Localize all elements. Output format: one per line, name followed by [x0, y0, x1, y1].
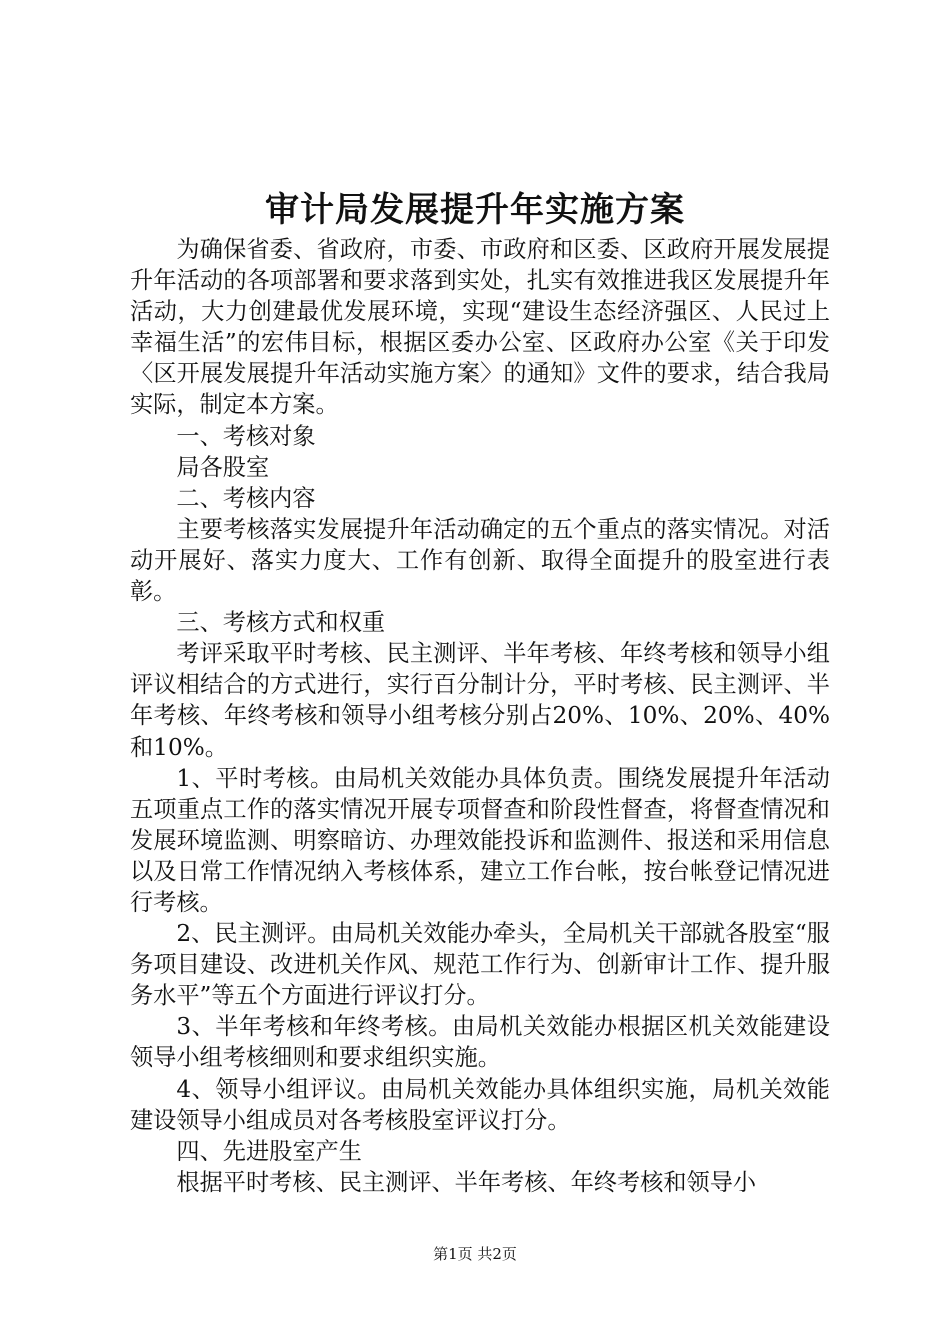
section-2-text: 主要考核落实发展提升年活动确定的五个重点的落实情况。对活动开展好、落实力度大、工作有创新、取得全面提升的股室进行表彰。: [130, 515, 830, 606]
section-heading-4: 四、先进股室产生: [176, 1137, 362, 1165]
section-4-text: 根据平时考核、民主测评、半年考核、年终考核和领导小: [176, 1168, 757, 1196]
document-body: [130, 234, 830, 1198]
item-2-paragraph: 2、民主测评。由局机关效能办牵头，全局机关干部就各股室“服务项目建设、改进机关作风、规范工作行为、创新审计工作、提升服务水平”等五个方面进行评议打分。: [130, 920, 830, 1010]
item-1-paragraph: 1、平时考核。由局机关效能办具体负责。围绕发展提升年活动五项重点工作的落实情况开展专项督查和阶段性督查，将督查情况和发展环境监测、明察暗访、办理效能投诉和监测件、报送和采用信息以及日常工作情况纳入考核体系，建立工作台帐，按台帐登记情况进行考核。: [130, 764, 830, 916]
section-3-text: 考评采取平时考核、民主测评、半年考核、年终考核和领导小组评议相结合的方式进行，实行百分制计分，平时考核、民主测评、半年考核、年终考核和领导小组考核分别占20%、10%、20%、40%和10%。: [130, 640, 830, 761]
item-3-paragraph: 3、半年考核和年终考核。由局机关效能办根据区机关效能建设领导小组考核细则和要求组织实施。: [130, 1013, 830, 1072]
intro-paragraph: 为确保省委、省政府，市委、市政府和区委、区政府开展发展提升年活动的各项部署和要求落到实处，扎实有效推进我区发展提升年活动，大力创建最优发展环境，实现“建设生态经济强区、人民过上幸福生活”的宏伟目标，根据区委办公室、区政府办公室《关于印发〈区开展发展提升年活动实施方案〉的通知》文件的要求，结合我局实际，制定本方案。: [130, 236, 830, 419]
section-1-text: 局各股室: [176, 453, 270, 481]
section-heading-3: 三、考核方式和权重: [176, 609, 386, 637]
document-title: 审计局发展提升年实施方案: [265, 190, 685, 230]
item-4-paragraph: 4、领导小组评议。由局机关效能办具体组织实施，局机关效能建设领导小组成员对各考核股室评议打分。: [130, 1075, 830, 1134]
section-heading-2: 二、考核内容: [176, 484, 316, 512]
section-heading-1: 一、考核对象: [176, 422, 316, 450]
page-footer: 第1页 共2页: [433, 1245, 517, 1263]
